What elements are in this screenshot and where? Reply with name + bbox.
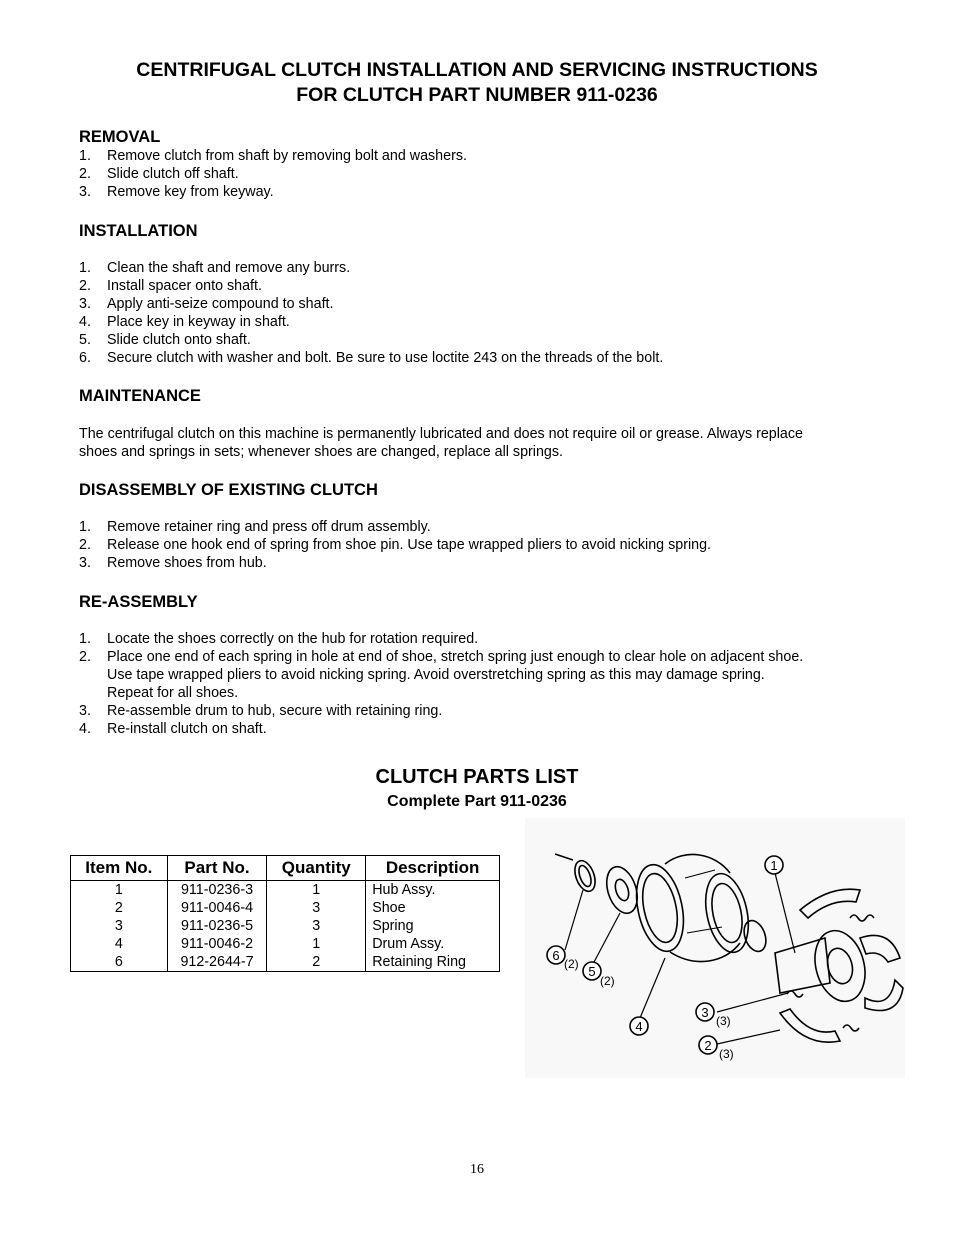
item-number-cell: 1 [71, 881, 168, 900]
column-header: Description [366, 856, 500, 881]
part-number-cell: 911-0046-4 [167, 899, 267, 917]
list-item [79, 183, 467, 201]
part-number-cell: 912-2644-7 [167, 953, 267, 972]
list-item [79, 702, 803, 720]
page-number: 16 [470, 1162, 484, 1177]
list-item [79, 720, 803, 738]
list-item [79, 259, 663, 277]
removal-steps [79, 147, 467, 201]
item-number-cell: 4 [71, 935, 168, 953]
step-text: Apply anti-seize compound to shaft. [107, 296, 334, 312]
part-number-cell: 911-0236-3 [167, 881, 267, 900]
list-item [79, 313, 663, 331]
step-text: Release one hook end of spring from shoe pin. Use tape wrapped pliers to avoid nicking spring. [107, 537, 712, 553]
step-number: 3. [79, 184, 91, 200]
quantity-cell: 1 [267, 935, 366, 953]
table-row [71, 899, 500, 917]
step-text: Re-install clutch on shaft. [107, 721, 267, 737]
step-text: Re-assemble drum to hub, secure with retaining ring. [107, 703, 443, 719]
step-number: 4. [79, 314, 91, 330]
step-text-continued: Repeat for all shoes. [107, 685, 239, 701]
step-number: 3. [79, 555, 91, 571]
list-item [79, 165, 467, 183]
part-number-cell: 911-0236-5 [167, 917, 267, 935]
column-header: Quantity [267, 856, 366, 881]
installation-steps [79, 259, 663, 367]
parts-table [70, 855, 500, 972]
step-number: 2. [79, 278, 91, 294]
callout-quantity: (2) [600, 974, 615, 988]
callout-quantity: (3) [719, 1047, 734, 1061]
parts-list-heading: CLUTCH PARTS LIST [375, 766, 579, 788]
callout-quantity: (3) [716, 1014, 731, 1028]
list-item [79, 630, 803, 648]
step-number: 1. [79, 260, 91, 276]
item-number-cell: 3 [71, 917, 168, 935]
step-number: 3. [79, 296, 91, 312]
quantity-cell: 3 [267, 917, 366, 935]
table-row [71, 953, 500, 972]
clutch-exploded-diagram [525, 818, 905, 1078]
callout-number: 6 [552, 948, 560, 963]
step-text-continued: Use tape wrapped pliers to avoid nicking spring. Avoid overstretching spring as this may damage spring. [107, 667, 765, 683]
step-number: 2. [79, 166, 91, 182]
step-text: Remove clutch from shaft by removing bolt and washers. [107, 148, 467, 164]
step-number: 1. [79, 148, 91, 164]
callout-number: 1 [770, 858, 778, 873]
step-text: Install spacer onto shaft. [107, 278, 262, 294]
item-number-cell: 6 [71, 953, 168, 972]
quantity-cell: 2 [267, 953, 366, 972]
list-item [79, 554, 711, 572]
list-item [79, 277, 663, 295]
callout-number: 5 [588, 964, 596, 979]
installation-heading: INSTALLATION [79, 222, 198, 240]
step-text: Clean the shaft and remove any burrs. [107, 260, 351, 276]
step-text: Place key in keyway in shaft. [107, 314, 290, 330]
callout-quantity: (2) [564, 957, 579, 971]
description-cell: Spring [366, 917, 500, 935]
column-header: Item No. [71, 856, 168, 881]
description-cell: Shoe [366, 899, 500, 917]
step-text: Slide clutch off shaft. [107, 166, 239, 182]
table-row [71, 917, 500, 935]
item-number-cell: 2 [71, 899, 168, 917]
description-cell: Hub Assy. [366, 881, 500, 900]
maintenance-text-line-2: shoes and springs in sets; whenever shoes are changed, replace all springs. [79, 444, 563, 460]
maintenance-heading: MAINTENANCE [79, 387, 201, 405]
callout-number: 3 [701, 1005, 709, 1020]
step-text: Place one end of each spring in hole at end of shoe, stretch spring just enough to clear hole on adjacent shoe. [107, 649, 804, 665]
quantity-cell: 1 [267, 881, 366, 900]
reassembly-steps [79, 630, 803, 738]
list-item [79, 648, 803, 702]
step-number: 2. [79, 649, 91, 665]
quantity-cell: 3 [267, 899, 366, 917]
table-row [71, 881, 500, 900]
table-header-row [71, 856, 500, 881]
step-number: 2. [79, 537, 91, 553]
step-text: Locate the shoes correctly on the hub for rotation required. [107, 631, 479, 647]
removal-heading: REMOVAL [79, 128, 161, 146]
list-item [79, 147, 467, 165]
list-item [79, 349, 663, 367]
description-cell: Retaining Ring [366, 953, 500, 972]
page-title-line-2: FOR CLUTCH PART NUMBER 911-0236 [296, 84, 658, 106]
step-text: Remove shoes from hub. [107, 555, 267, 571]
step-number: 1. [79, 519, 91, 535]
column-header: Part No. [167, 856, 267, 881]
step-text: Secure clutch with washer and bolt. Be sure to use loctite 243 on the threads of the bolt. [107, 350, 664, 366]
page-title-line-1: CENTRIFUGAL CLUTCH INSTALLATION AND SERVICING INSTRUCTIONS [136, 59, 818, 81]
part-number-cell: 911-0046-2 [167, 935, 267, 953]
list-item [79, 518, 711, 536]
step-text: Remove key from keyway. [107, 184, 274, 200]
callout-number: 4 [635, 1019, 643, 1034]
disassembly-heading: DISASSEMBLY OF EXISTING CLUTCH [79, 481, 378, 499]
step-number: 5. [79, 332, 91, 348]
reassembly-heading: RE-ASSEMBLY [79, 593, 198, 611]
step-text: Slide clutch onto shaft. [107, 332, 251, 348]
list-item [79, 331, 663, 349]
disassembly-steps [79, 518, 711, 572]
list-item [79, 295, 663, 313]
step-number: 6. [79, 350, 91, 366]
list-item [79, 536, 711, 554]
description-cell: Drum Assy. [366, 935, 500, 953]
maintenance-text-line-1: The centrifugal clutch on this machine is permanently lubricated and does not require oil or grease. Always replace [79, 426, 803, 442]
callout-number: 2 [704, 1038, 712, 1053]
step-text: Remove retainer ring and press off drum assembly. [107, 519, 431, 535]
table-row [71, 935, 500, 953]
step-number: 1. [79, 631, 91, 647]
parts-list-subheading: Complete Part 911-0236 [387, 793, 567, 810]
step-number: 4. [79, 721, 91, 737]
step-number: 3. [79, 703, 91, 719]
